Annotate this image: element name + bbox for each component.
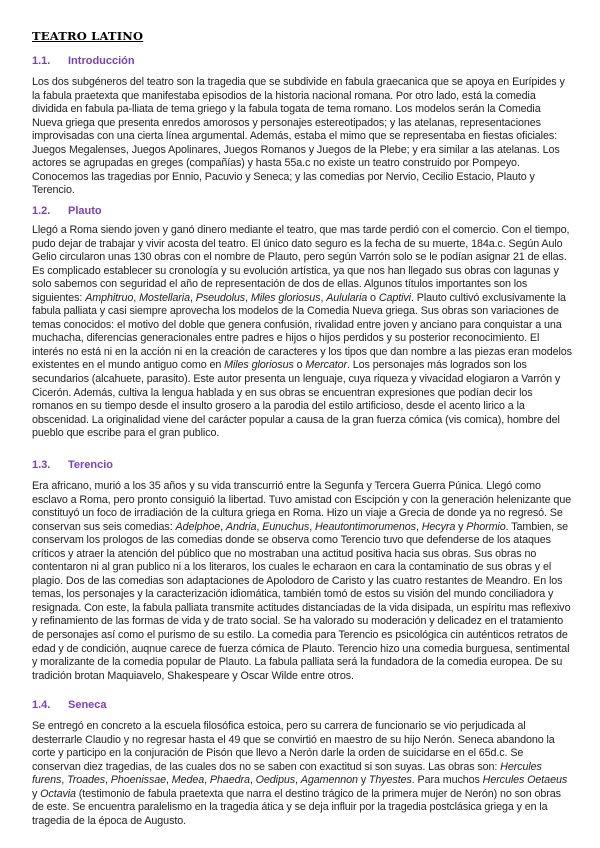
text-segment: ,: [165, 774, 172, 787]
section-title: Seneca: [68, 699, 107, 711]
text-segment: ,: [249, 774, 256, 787]
text-segment: ,: [245, 291, 251, 304]
work-title: Octavia: [40, 787, 76, 800]
section-heading-introduccion: [32, 55, 135, 67]
text-segment: y: [357, 774, 369, 787]
work-title: Hercules Oetaeus: [482, 774, 568, 787]
text-segment: ,: [320, 291, 327, 304]
text-segment: (testimonio de fabula praetexta que narra el destino trágico de la primera mujer de Nerón) no son obras de este. Se encuentra paralelismo en la tragedia ática y se deja influir por la tragedia postclásica griega y en la tragedia de la época de Augusto.: [32, 787, 561, 827]
work-title: Aulularia: [326, 291, 368, 304]
work-title: Eunuchus: [262, 520, 310, 533]
document-title: TEATRO LATINO: [32, 29, 144, 43]
text-segment: ,: [220, 520, 226, 533]
work-title: Hecyra: [421, 520, 456, 533]
work-title: Captivi: [378, 291, 411, 304]
section-title: Introducción: [68, 55, 135, 67]
work-title: Phaedra: [209, 774, 250, 787]
work-title: Pseudolus: [195, 291, 246, 304]
work-title: Miles gloriosus: [224, 359, 294, 372]
work-title: Andria: [225, 520, 257, 533]
text-segment: Llegó a Roma siendo joven y ganó dinero mediante el teatro, que mas tarde perdió con el comercio. Con el tiempo, pudo dejar de trabajar y vivir acosta del teatro. El único dato seguro es la fecha de su muerte, 184a.c. Según Aulo Gelio circularon unas 130 obras con el nombre de Plauto, pero según Varrón solo se le podían asignar 21 de ellas. Es complicado establecer su cronología y su evolución artística, ya que nos han llegado sus obras con lagunas y solo sabemos con seguridad el año de representación de dos de ellas. Algunos títulos importantes son los siguientes:: [32, 224, 570, 304]
text-segment: ,: [133, 291, 140, 304]
section-title: Terencio: [68, 459, 114, 471]
work-title: Thyestes: [368, 774, 412, 787]
text-segment: o: [293, 359, 306, 372]
text-segment: o: [367, 291, 379, 304]
section-number: 1.2.: [32, 205, 51, 217]
text-segment: Era africano, murió a los 35 años y su vida transcurrió entre la Segunfa y Tercera Guerra Púnica. Llegó como esclavo a Roma, pero pronto consiguió la libertad. Tuvo amistad con Escipción y con la generación helenizante que constituyó un foco de irradiación de la cultura griega en Roma. Hizo un viaje a Grecia de donde ya no regresó. Se conservan sus seis comedias:: [32, 480, 572, 533]
section-heading-seneca: [32, 699, 107, 711]
text-segment: . Los personajes más logrados son los secundarios (alcahuete, parasito). Este autor presenta un lenguaje, cuya riqueza y vivacidad elogiaron a Varrón y Cicerón. Además, cultiva la lengua hablada y en sus obras se encuentran expresiones que podían decir los romanos en su tiempo desde el insulto grosero a la parodia del estilo artificioso, desde el acento lirico a la obscenidad. La originalidad viene del carácter popular a causa de la gran fuerza cómica (vis comica), hombre del pueblo que escribe para el gran publico.: [32, 359, 561, 440]
text-segment: . Tambien, se conservam los prologos de las comedias donde se observa como Terencio tuvo que defenderse de los ataques críticos y atraer la atención del público que no mostraban una actitud positiva hacia sus obras. Sus obras no contentaron ni al gran publico ni a los literaros, los cuales le echaraon en cara la contaminatio de sus obras y el plagio. Dos de las comedias son adaptaciones de Apolodoro de Caristo y las cuatro restantes de Meandro. En los temas, los personajes y la caracterización idiomática, también tomó de estos su visión del mundo conciliadora y resignada. Con este, la fabula palliata transmite actitudes distanciadas de la vida disipada, un espíritu mas reflexivo y refinamiento de las formas de vida y de trato social. Se ha valorado su moderación y delicadez en el tratamiento de personajes así como el purismo de su estilo. La comedia para Terencio es psicológica cin auténticos retratos de edad y de condición, auqnue carece de fuerza cómica de Plauto. Terencio hizo una comedia burguesa, sentimental y moralizante de la comedia popular de Plauto. La fabula palliata será la fundadora de la comedia europea. De su tradición brotan Maquiavelo, Shakespeare y Oscar Wilde entre otros.: [32, 520, 571, 682]
work-title: Mercator: [305, 359, 347, 372]
text-segment: ,: [295, 774, 301, 787]
text-segment: ,: [105, 774, 111, 787]
text-segment: ,: [189, 291, 196, 304]
work-title: Hercules furens: [32, 760, 542, 787]
section-number: 1.3.: [32, 459, 51, 471]
paragraph-terencio: [32, 480, 572, 683]
paragraph-introduccion: [32, 76, 572, 198]
text-segment: ,: [204, 774, 210, 787]
text-segment: ,: [256, 520, 263, 533]
section-title: Plauto: [68, 205, 102, 217]
section-heading-plauto: [32, 205, 102, 217]
text-segment: Se entregó en concreto a la escuela filosófica estoica, pero su carrera de funcionario se vio perjudicada al desterrarle Claudio y no regresar hasta el 49 que se convirtió en maestro de su hijo Nerón. Seneca abandono la corte y participo en la conjuración de Pisón que llevo a Nerón darle la orden de suicidarse en el 65d.c. Se conservan diez tragedias, de las cuales dos no se saben con exactitud si son suyas. Las obras son:: [32, 720, 555, 773]
paragraph-plauto: [32, 224, 572, 441]
text-segment: . Para muchos: [411, 774, 483, 787]
paragraph-seneca: [32, 720, 572, 828]
text-segment: ,: [309, 520, 315, 533]
work-title: Troades: [67, 774, 106, 787]
text-segment: y: [32, 787, 41, 800]
text-segment: ,: [415, 520, 422, 533]
text-segment: Los dos subgéneros del teatro son la tragedia que se subdivide en fabula graecanica que se apoya en Eurípides y la fabula praetexta que manifestaba episodios de la historia nacional romana. Por otro lado, está la comedia dividida en fabula pa-lliata de tema griego y la fabula togata de tema romano. Los modelos serán la Comedia Nueva griega que presenta enredos amorosos y personajes estereotipados; y las atelanas, representaciones improvisadas con una cierta línea argumental. Además, estaba el mimo que se representaba en fiestas oficiales: Juegos Megalenses, Juegos Apolinares, Juegos Romanos y Juegos de la Plebe; y era similar a las atelanas. Los actores se agrupadas en greges (compañías) y hasta 55a.c no existe un teatro construido por Pompeyo. Conocemos las tragedias por Ennio, Pacuvio y Seneca; y las comedias por Nervio, Cecilio Estacio, Plauto y Terencio.: [32, 76, 565, 197]
work-title: Heautontimorumenos: [314, 520, 416, 533]
work-title: Mostellaria: [139, 291, 190, 304]
section-number: 1.1.: [32, 55, 51, 67]
work-title: Agamennon: [300, 774, 358, 787]
text-segment: y: [455, 520, 467, 533]
section-number: 1.4.: [32, 699, 51, 711]
work-title: Miles gloriosus: [250, 291, 321, 304]
work-title: Phormio: [466, 520, 506, 533]
work-title: Adelphoe: [175, 520, 221, 533]
work-title: Oedipus: [255, 774, 295, 787]
work-title: Medea: [171, 774, 205, 787]
text-segment: . Plauto cultivó exclusivamente la fabula palliata y casi siempre aprovecha los modelos de la Comedia Nueva griega. Sus obras son variaciones de temas conocidos: el motivo del doble que genera confusión, rivalidad entre joven y anciano para conquistar a una muchacha, diferencias generacionales entre padres e hijos o hijos perdidos y su posterior reconocimiento. El interés no está ni en la acción ni en la creación de caracteres y los tipos que dan nombre a las piezas eran modelos existentes en el mundo antiguo como en: [32, 291, 572, 372]
text-segment: ,: [61, 774, 68, 787]
section-heading-terencio: [32, 459, 113, 471]
work-title: Phoenissae: [110, 774, 166, 787]
work-title: Amphitruo: [85, 291, 134, 304]
